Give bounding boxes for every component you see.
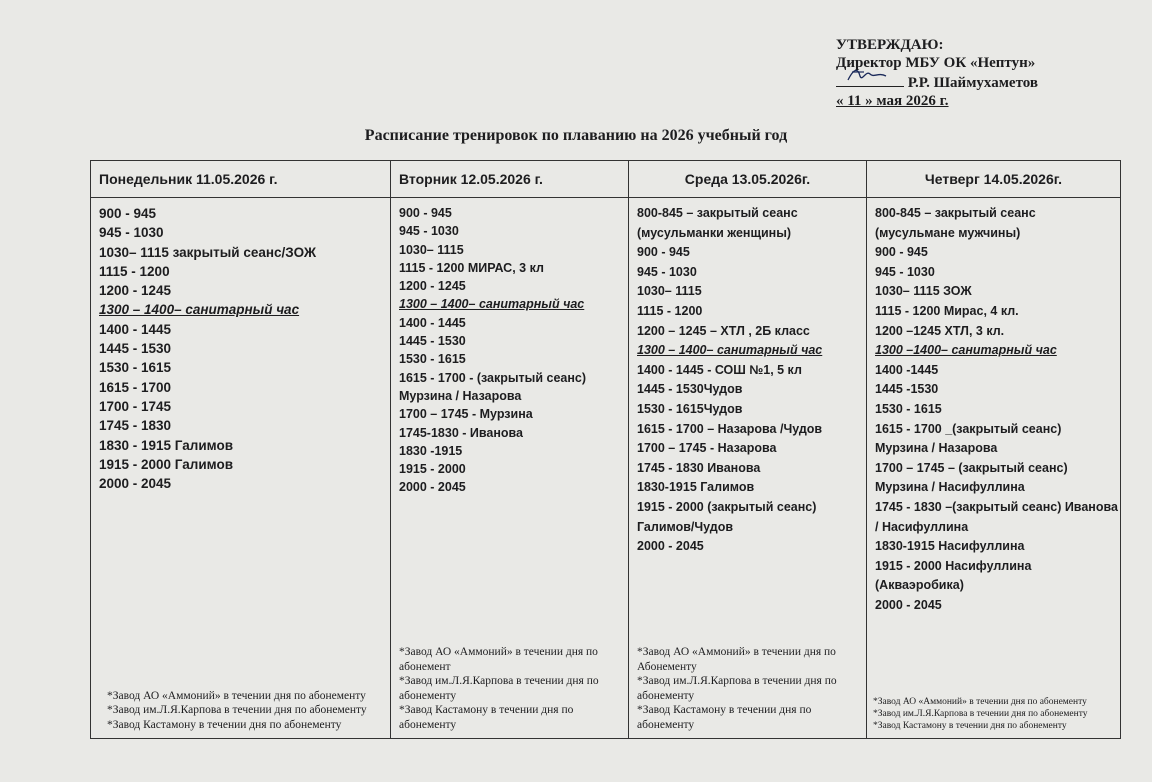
signature bbox=[836, 72, 904, 87]
time-slot: 1530 - 1615Чудов bbox=[637, 401, 743, 416]
approval-heading: УТВЕРЖДАЮ: bbox=[836, 37, 944, 53]
time-slot: 1030– 1115 bbox=[637, 284, 702, 299]
time-slot: 1530 - 1615 bbox=[399, 352, 466, 367]
time-slot: 1400 - 1445 - СОШ №1, 5 кл bbox=[637, 362, 802, 377]
time-slot: 1830 -1915 bbox=[399, 443, 463, 458]
time-slot: 1400 - 1445 bbox=[399, 315, 466, 330]
time-slot: 1530 - 1615 bbox=[99, 360, 172, 376]
time-slot: 1745 - 1830 bbox=[99, 418, 172, 434]
time-slot: 1200 –1245 ХТЛ, 3 кл. bbox=[875, 323, 1005, 338]
time-slot: 1915 - 2000 Насифуллина bbox=[875, 558, 1032, 573]
time-slot: 1745 - 1830 Иванова bbox=[637, 460, 761, 475]
body-row bbox=[91, 198, 1121, 739]
time-slot: 1445 - 1530Чудов bbox=[637, 382, 743, 397]
time-slot: (мусульманки женщины) bbox=[637, 225, 792, 240]
time-slot: 2000 - 2045 bbox=[875, 597, 942, 612]
time-slot: 1200 - 1245 bbox=[99, 283, 172, 299]
time-slot: 1445 - 1530 bbox=[99, 341, 172, 357]
time-slot: 1615 - 1700 _(закрытый сеанс) bbox=[875, 421, 1062, 436]
time-slot: 1530 - 1615 bbox=[875, 401, 942, 416]
time-slot: 1300 – 1400– санитарный час bbox=[399, 297, 585, 312]
schedule-table bbox=[90, 160, 1121, 739]
day-note: *Завод АО «Аммоний» в течении дня по Абонементу *Завод им.Л.Я.Карпова в течении дня по абонементу *Завод Кастамону в течении дня по абонементу bbox=[637, 646, 837, 731]
time-slot: 800-845 – закрытый сеанс bbox=[875, 206, 1036, 220]
time-slot: 1830-1915 Насифуллина bbox=[875, 539, 1025, 554]
time-slot: 1300 – 1400– санитарный час bbox=[637, 343, 823, 358]
time-slot: Мурзина / Насифуллина bbox=[875, 480, 1025, 495]
time-slot: 1300 –1400– санитарный час bbox=[875, 343, 1057, 358]
day-note: *Завод АО «Аммоний» в течении дня по абонементу *Завод им.Л.Я.Карпова в течении дня по абонементу *Завод Кастамону в течении дня по абонементу bbox=[107, 689, 367, 731]
time-slot: Галимов/Чудов bbox=[637, 519, 734, 534]
time-slot: 1700 – 1745 - Мурзина bbox=[399, 407, 533, 422]
page-title: Расписание тренировок по плаванию на 2026 учебный год bbox=[364, 127, 788, 144]
time-slot: 1915 - 2000 bbox=[399, 462, 466, 477]
time-slot: 1115 - 1200 Мирас, 4 кл. bbox=[875, 303, 1019, 318]
time-slot: 900 - 945 bbox=[875, 245, 928, 260]
time-slot: 2000 - 2045 bbox=[99, 476, 172, 492]
time-slot: 1030– 1115 bbox=[399, 242, 464, 257]
time-slot: (мусульмане мужчины) bbox=[875, 225, 1021, 240]
time-slot: 1830 - 1915 Галимов bbox=[99, 437, 234, 453]
header-monday: Понедельник 11.05.2026 г. bbox=[91, 161, 391, 198]
day-cell-monday bbox=[91, 198, 391, 739]
approval-block bbox=[836, 36, 1038, 110]
header-row bbox=[91, 161, 1121, 198]
time-slot: 945 - 1030 bbox=[399, 224, 459, 239]
time-slot: 1745-1830 - Иванова bbox=[399, 425, 523, 440]
time-slot: 1115 - 1200 bbox=[637, 303, 703, 318]
time-slot: 1445 - 1530 bbox=[399, 334, 466, 349]
day-note: *Завод АО «Аммоний» в течении дня по абонемент *Завод им.Л.Я.Карпова в течении дня по абонементу *Завод Кастамону в течении дня по абонементу bbox=[399, 646, 599, 731]
time-slot: Мурзина / Назарова bbox=[875, 441, 998, 456]
day-cell-wednesday bbox=[629, 198, 867, 739]
time-slot: 1400 - 1445 bbox=[99, 321, 172, 337]
time-slot: 900 - 945 bbox=[399, 206, 452, 220]
time-slot: 1615 - 1700 - (закрытый сеанс) bbox=[399, 370, 587, 385]
time-slot: 1915 - 2000 Галимов bbox=[99, 456, 234, 472]
time-slot: 945 - 1030 bbox=[875, 264, 935, 279]
time-slot: 1030– 1115 закрытый сеанс/ЗОЖ bbox=[99, 244, 317, 260]
approval-signature-line bbox=[836, 72, 1038, 92]
time-slot: 1115 - 1200 bbox=[99, 263, 170, 279]
time-slot: 1700 - 1745 bbox=[99, 398, 172, 414]
time-slot: 1700 – 1745 - Назарова bbox=[637, 441, 777, 456]
time-slot: 1830-1915 Галимов bbox=[637, 480, 755, 495]
day-cell-thursday bbox=[867, 198, 1121, 739]
day-note: *Завод АО «Аммоний» в течении дня по абонементу *Завод им.Л.Я.Карпова в течении дня по абонементу *Завод Кастамону в течении дня по абонементу bbox=[873, 697, 1088, 731]
time-slot: 1400 -1445 bbox=[875, 362, 939, 377]
time-slot: 1200 – 1245 – ХТЛ , 2Б класс bbox=[637, 323, 810, 338]
time-slot: 1200 - 1245 bbox=[399, 279, 466, 294]
time-slot: 800-845 – закрытый сеанс bbox=[637, 206, 798, 220]
day-cell-tuesday bbox=[391, 198, 629, 739]
approval-date: « 11 » мая 2026 г. bbox=[836, 93, 949, 109]
time-slot: 900 - 945 bbox=[99, 206, 157, 221]
time-slot: Мурзина / Назарова bbox=[399, 388, 522, 403]
time-slot: 1445 -1530 bbox=[875, 382, 939, 397]
time-slot: 1615 - 1700 bbox=[99, 379, 172, 395]
approval-name: Р.Р. Шаймухаметов bbox=[907, 75, 1038, 91]
time-slot: 945 - 1030 bbox=[99, 225, 164, 241]
time-slot: 1615 - 1700 – Назарова /Чудов bbox=[637, 421, 823, 436]
time-slot: 2000 - 2045 bbox=[399, 480, 466, 495]
time-slot: 1115 - 1200 МИРАС, 3 кл bbox=[399, 260, 544, 275]
time-slot: 1745 - 1830 –(закрытый сеанс) Иванова bbox=[875, 499, 1118, 514]
time-slot: 1700 – 1745 – (закрытый сеанс) bbox=[875, 460, 1068, 475]
time-slot: 1915 - 2000 (закрытый сеанс) bbox=[637, 499, 817, 514]
approval-director: Директор МБУ ОК «Нептун» bbox=[836, 55, 1036, 71]
time-slot: 1030– 1115 ЗОЖ bbox=[875, 284, 972, 299]
time-slot: 2000 - 2045 bbox=[637, 539, 704, 554]
time-slot: (Акваэробика) bbox=[875, 578, 964, 593]
time-slot: 1300 – 1400– санитарный час bbox=[99, 302, 300, 318]
header-wednesday: Среда 13.05.2026г. bbox=[629, 161, 867, 198]
time-slot: / Насифуллина bbox=[875, 519, 969, 534]
header-tuesday: Вторник 12.05.2026 г. bbox=[391, 161, 629, 198]
time-slot: 945 - 1030 bbox=[637, 264, 697, 279]
time-slot: 900 - 945 bbox=[637, 245, 690, 260]
header-thursday: Четверг 14.05.2026г. bbox=[867, 161, 1121, 198]
